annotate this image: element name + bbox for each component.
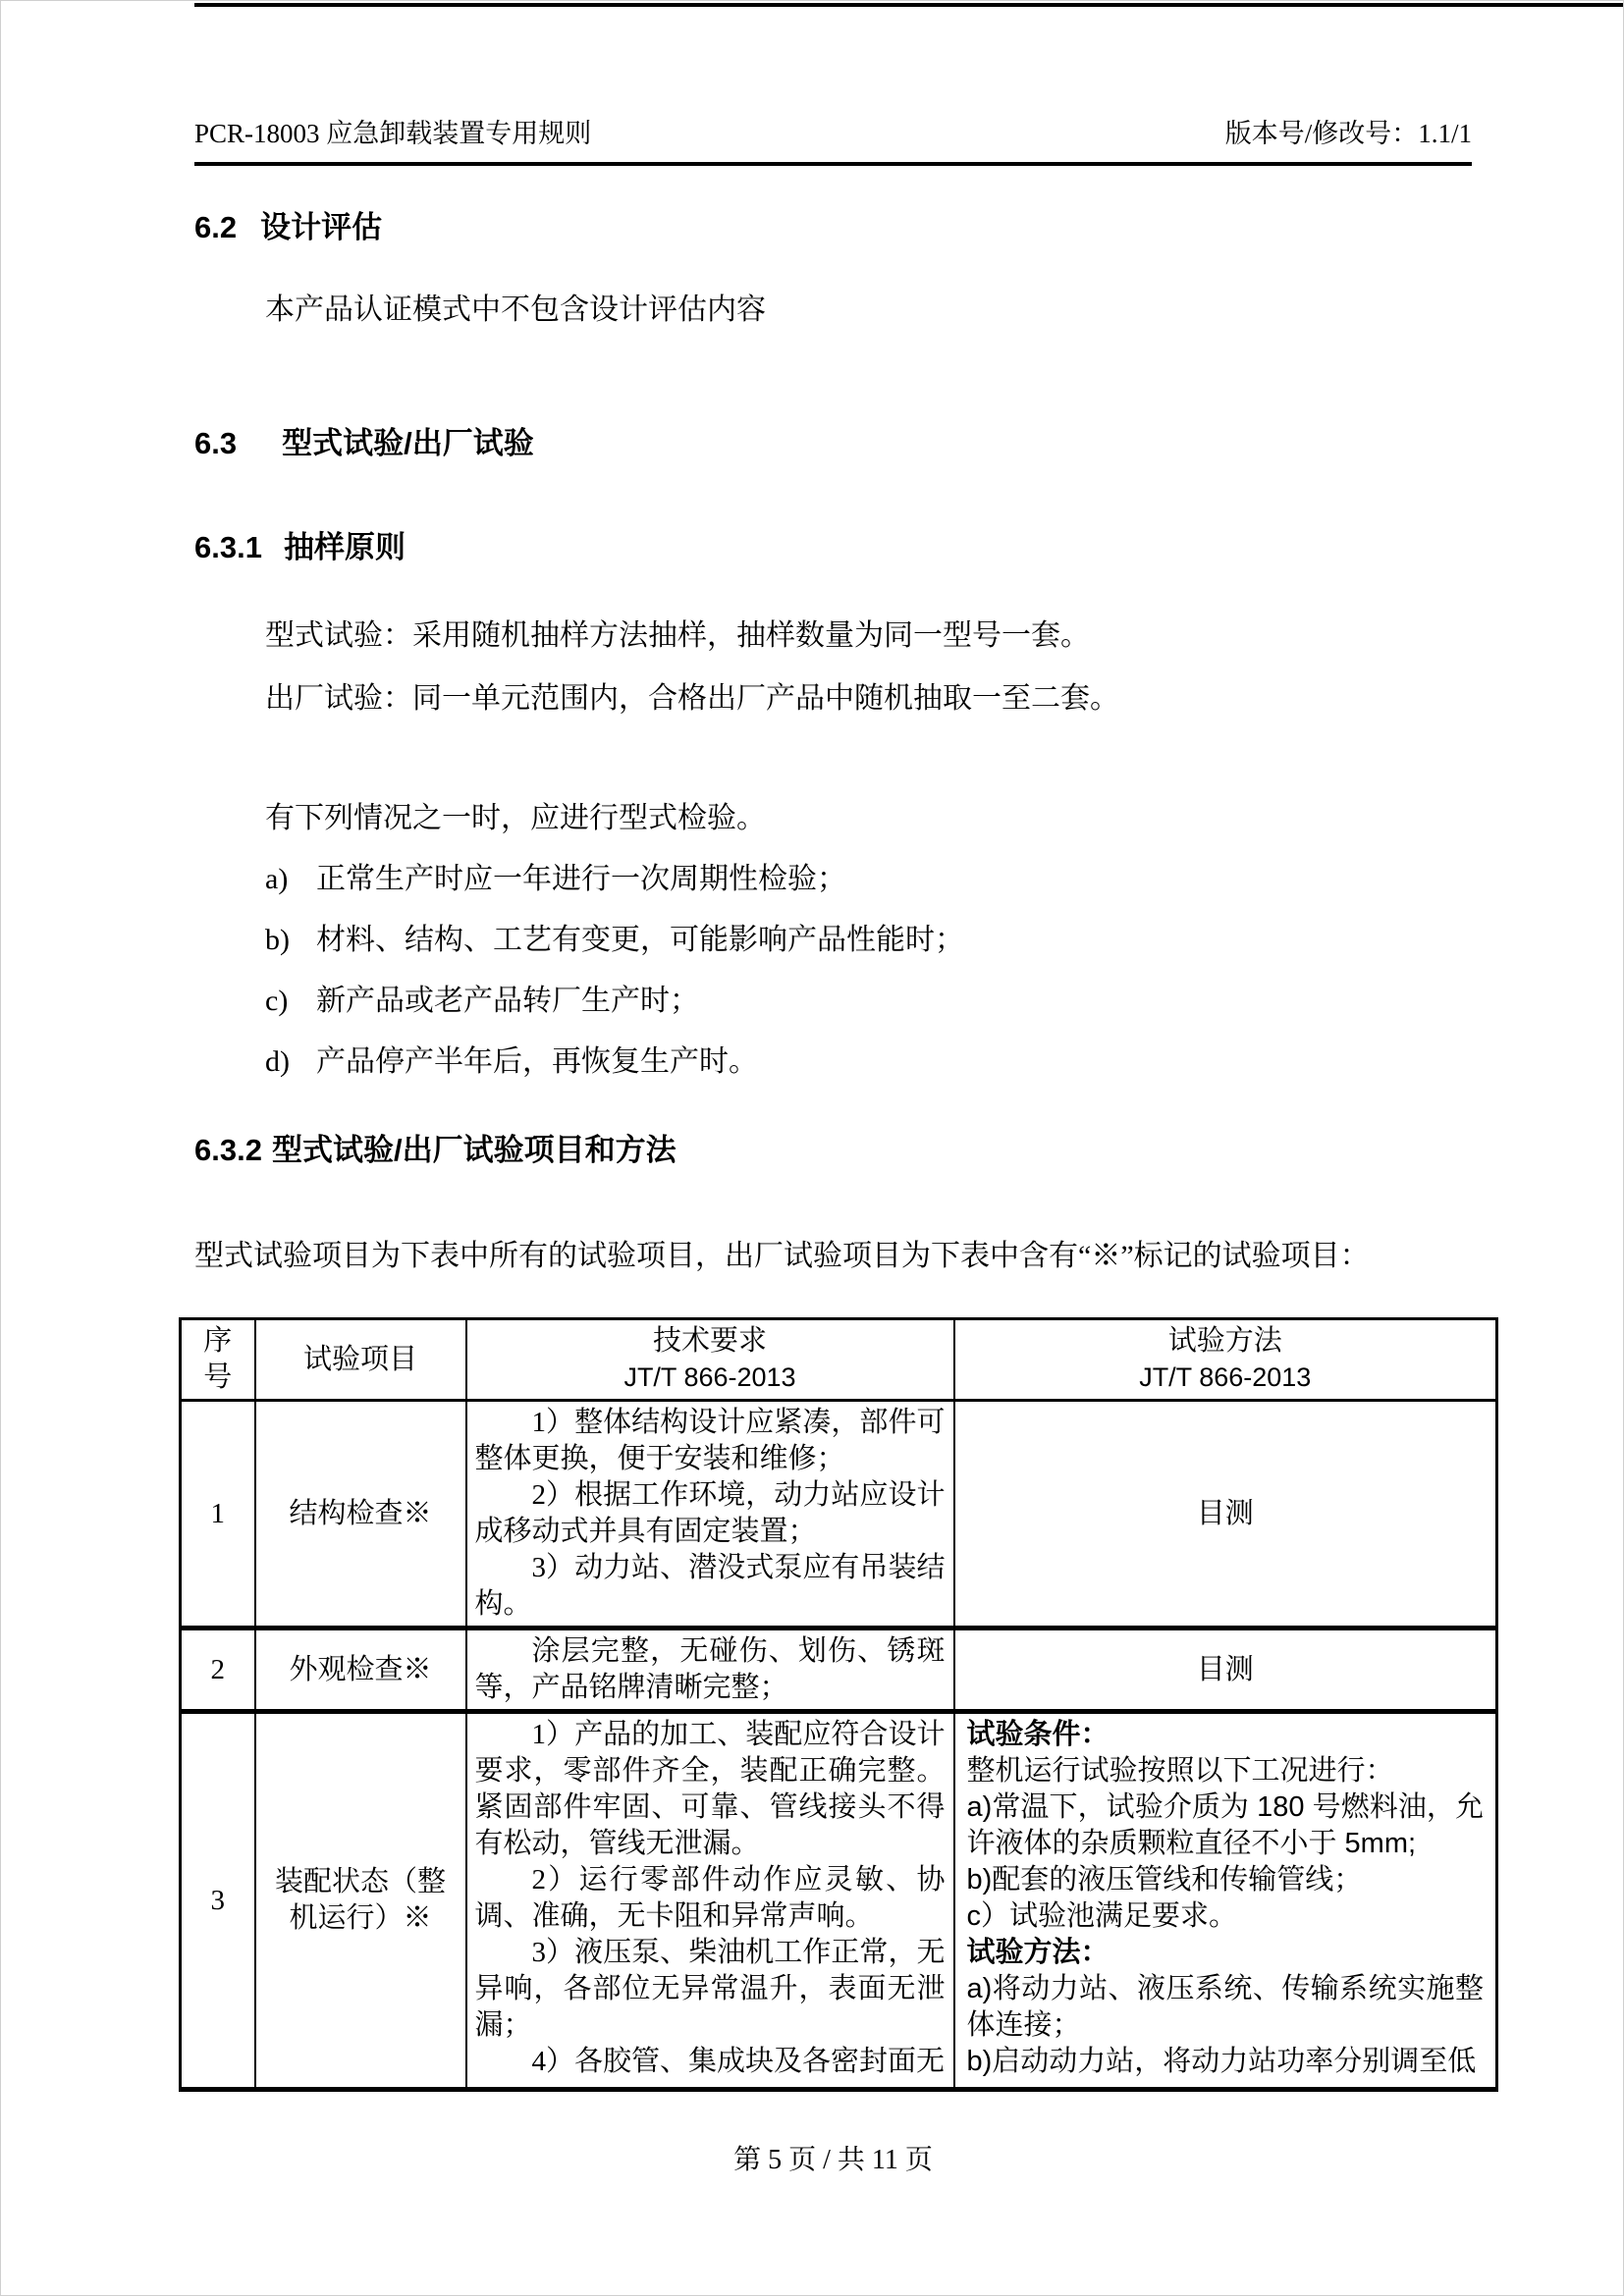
technical-requirements-cell: [466, 1629, 954, 1712]
section-6-3-1-title: 抽样原则: [283, 530, 406, 564]
test-item-name: 外观检查※: [255, 1629, 466, 1712]
test-condition-item: b)配套的液压管线和传输管线；: [966, 1864, 1363, 1896]
col-header-tech: [466, 1319, 954, 1401]
page-edge-artifact: [194, 3, 1623, 7]
list-item: [194, 920, 1472, 961]
list-item-text: 材料、结构、工艺有变更，可能影响产品性能时；: [316, 924, 964, 956]
test-method-step: b)启动动力站，将动力站功率分别调至低: [966, 2046, 1477, 2077]
factory-test-paragraph: 出厂试验：同一单元范围内，合格出厂产品中随机抽取一至二套。: [265, 682, 1119, 715]
test-conditions-intro: 整机运行试验按照以下工况进行：: [966, 1755, 1394, 1787]
test-items-table: [179, 1317, 1498, 2092]
table-row: [181, 1401, 1497, 1629]
section-6-2-paragraph: 本产品认证模式中不包含设计评估内容: [265, 294, 766, 326]
test-method-label: 试验方法：: [966, 1937, 1110, 1968]
page-header: [194, 117, 1472, 150]
col-header-item: 试验项目: [255, 1319, 466, 1401]
type-test-paragraph: 型式试验：采用随机抽样方法抽样，抽样数量为同一型号一套。: [265, 619, 1090, 652]
test-item-name: 装配状态（整机运行）※: [255, 1712, 466, 2090]
table-row: [181, 1712, 1497, 2090]
clipped-cell-content: [967, 1717, 1485, 2080]
row-number: 1: [181, 1401, 255, 1629]
section-6-3-title: 型式试验/出厂试验: [282, 426, 534, 460]
table-intro-paragraph: 型式试验项目为下表中所有的试验项目，出厂试验项目为下表中含有“※”标记的试验项目：: [194, 1240, 1370, 1272]
section-6-3-2-heading: [194, 1132, 1472, 1169]
section-6-2-number: 6.2: [194, 210, 238, 244]
requirement-text: 2）根据工作环境，动力站应设计成移动式并具有固定装置；: [474, 1479, 946, 1547]
test-method-step: a)将动力站、液压系统、传输系统实施整体连接；: [966, 1973, 1484, 2041]
test-method-cell: 目测: [954, 1401, 1497, 1629]
table-header-row: [181, 1319, 1497, 1401]
section-6-3-2-title: 型式试验/出厂试验项目和方法: [271, 1133, 677, 1167]
test-items-table-wrapper: [179, 1317, 1484, 2092]
requirement-text: 1）产品的加工、装配应符合设计要求，零部件齐全，装配正确完整。紧固部件牢固、可靠、管线接头不得有松动，管线无泄漏。: [474, 1719, 946, 1859]
section-6-3-heading: [194, 425, 1472, 462]
list-item-marker: b): [265, 924, 290, 956]
list-item: [194, 1041, 1472, 1083]
test-item-name: 结构检查※: [255, 1401, 466, 1629]
col-header-method: [954, 1319, 1497, 1401]
row-number: 2: [181, 1629, 255, 1712]
conditions-intro-paragraph: 有下列情况之一时，应进行型式检验。: [265, 802, 766, 834]
list-item-text: 新产品或老产品转厂生产时；: [316, 985, 699, 1017]
col-header-method-label: 试验方法: [1167, 1325, 1282, 1357]
header-doc-title: PCR-18003 应急卸载装置专用规则: [194, 119, 592, 148]
section-6-3-2-number: 6.3.2: [194, 1133, 262, 1167]
technical-requirements-cell: [466, 1401, 954, 1629]
clipped-cell-content: [475, 1717, 946, 2080]
col-header-method-standard: JT/T 866-2013: [1139, 1362, 1312, 1392]
list-item-marker: a): [265, 863, 289, 895]
test-conditions-label: 试验条件：: [966, 1719, 1110, 1750]
list-item-text: 产品停产半年后，再恢复生产时。: [316, 1045, 758, 1078]
list-item: [194, 981, 1472, 1022]
section-6-2-heading: [194, 209, 1472, 246]
technical-requirements-cell: [466, 1712, 954, 2090]
table-row: [181, 1629, 1497, 1712]
test-condition-item: a)常温下，试验介质为 180 号燃料油，允许液体的杂质颗粒直径不小于 5mm;: [966, 1791, 1484, 1859]
test-method-cell: 目测: [954, 1629, 1497, 1712]
requirement-text: 涂层完整，无碰伤、划伤、锈斑等，产品铭牌清晰完整；: [474, 1635, 946, 1703]
requirement-text: 3）液压泵、柴油机工作正常，无异响，各部位无异常温升，表面无泄漏；: [474, 1937, 946, 2041]
section-6-3-1-heading: [194, 529, 1472, 566]
row-number: 3: [181, 1712, 255, 2090]
list-item-marker: d): [265, 1045, 290, 1078]
header-rule: [194, 162, 1472, 166]
list-item: [194, 859, 1472, 900]
list-item-text: 正常生产时应一年进行一次周期性检验；: [316, 863, 846, 895]
col-header-tech-label: 技术要求: [652, 1325, 767, 1357]
requirement-text: 3）动力站、潜没式泵应有吊装结构。: [474, 1552, 946, 1620]
requirement-text: 4）各胶管、集成块及各密封面无: [531, 2046, 946, 2077]
section-6-3-1-number: 6.3.1: [194, 530, 262, 564]
col-header-no: 序号: [181, 1319, 255, 1401]
test-condition-item: c）试验池满足要求。: [966, 1900, 1238, 1932]
page-number-footer: 第 5 页 / 共 11 页: [733, 2145, 933, 2175]
list-item-marker: c): [265, 985, 289, 1017]
section-6-2-title: 设计评估: [260, 210, 383, 244]
col-header-tech-standard: JT/T 866-2013: [623, 1362, 796, 1392]
section-6-3-number: 6.3: [194, 426, 238, 460]
test-method-cell: [954, 1712, 1497, 2090]
header-version-label: 版本号/修改号：1.1/1: [1224, 119, 1472, 148]
requirement-text: 1）整体结构设计应紧凑，部件可整体更换，便于安装和维修；: [474, 1407, 946, 1474]
requirement-text: 2）运行零部件动作应灵敏、协调、准确，无卡阻和异常声响。: [474, 1864, 946, 1932]
